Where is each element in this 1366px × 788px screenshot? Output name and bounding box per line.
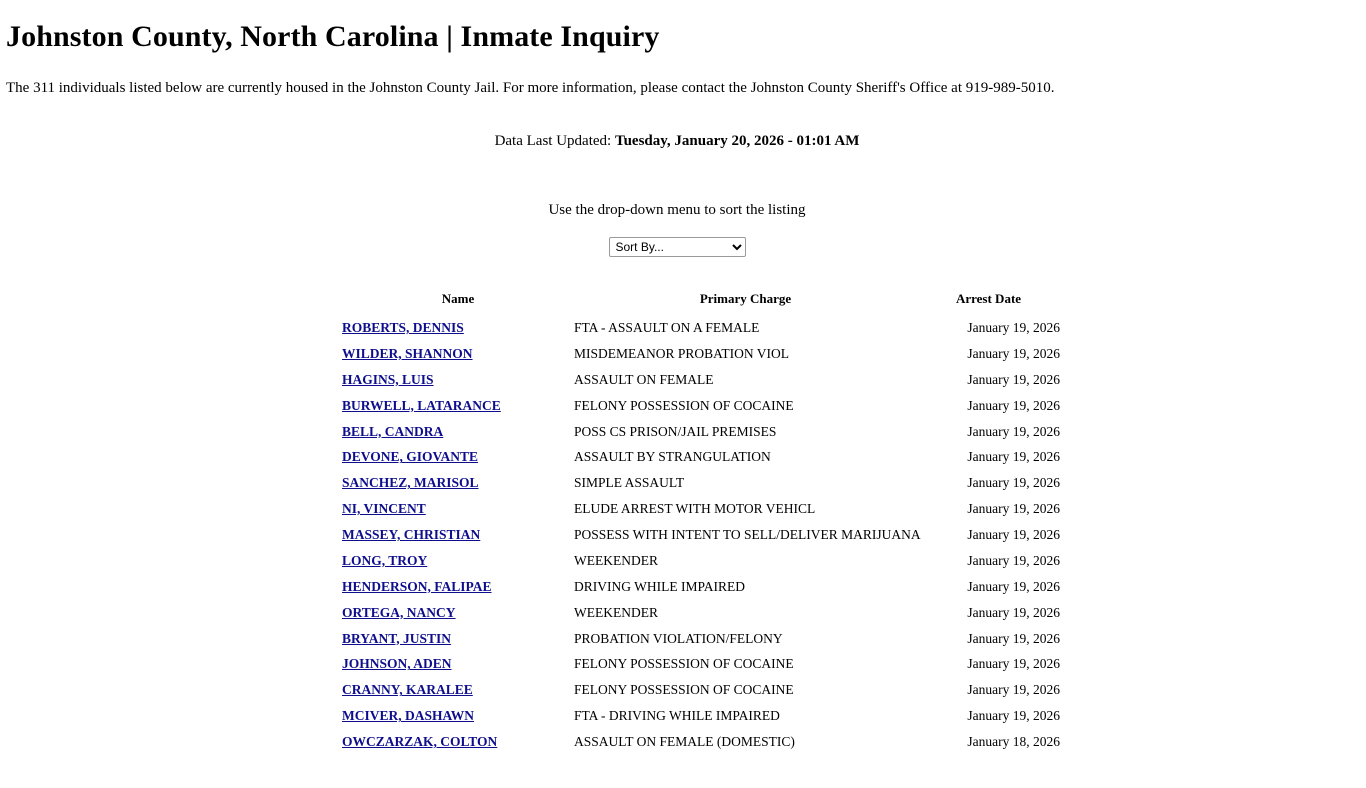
cell-arrest-date: January 18, 2026 xyxy=(967,734,1060,749)
cell-name xyxy=(342,342,574,368)
cell-primary-charge: ELUDE ARREST WITH MOTOR VEHICL xyxy=(574,501,816,517)
data-last-updated xyxy=(6,133,1360,150)
inmate-listing-table xyxy=(6,291,1060,756)
cell-primary-charge: FELONY POSSESSION OF COCAINE xyxy=(574,397,794,413)
inmate-name-link[interactable]: BELL, CANDRA xyxy=(342,423,444,439)
cell-arrest-date: January 19, 2026 xyxy=(967,708,1060,724)
cell-arrest-date: January 19, 2026 xyxy=(967,604,1060,620)
row-spacer xyxy=(6,394,342,420)
row-spacer xyxy=(6,601,342,627)
cell-name xyxy=(342,704,574,730)
row-spacer xyxy=(6,730,342,756)
page-title: Johnston County, North Carolina | Inmate Inquiry xyxy=(6,20,660,53)
cell-primary-charge: ASSAULT ON FEMALE (DOMESTIC) xyxy=(574,734,795,749)
row-spacer xyxy=(6,445,342,471)
table-row xyxy=(6,549,1060,575)
sort-instructions: Use the drop-down menu to sort the listing xyxy=(548,202,806,218)
inmate-name-link[interactable]: MASSEY, CHRISTIAN xyxy=(342,527,481,542)
inmate-name-link[interactable]: JOHNSON, ADEN xyxy=(342,656,452,672)
inmate-name-link[interactable]: LONG, TROY xyxy=(342,552,428,568)
row-spacer xyxy=(6,497,342,523)
intro-paragraph: The 311 individuals listed below are currently housed in the Johnston County Jail. For more information, please contact the Johnston County Sheriff's Office at 919-989-5010. xyxy=(6,80,1055,96)
row-spacer xyxy=(6,678,342,704)
inmate-name-link[interactable]: HAGINS, LUIS xyxy=(342,371,434,387)
cell-arrest-date: January 19, 2026 xyxy=(967,345,1060,361)
row-spacer xyxy=(6,652,342,678)
table-row xyxy=(6,316,1060,342)
row-spacer xyxy=(6,523,342,549)
cell-name xyxy=(342,497,574,523)
cell-arrest-date: January 19, 2026 xyxy=(967,397,1060,413)
row-spacer xyxy=(6,627,342,653)
table-row xyxy=(6,704,1060,730)
header-arrest-date: Arrest Date xyxy=(955,291,1022,306)
inmate-name-link[interactable]: CRANNY, KARALEE xyxy=(342,682,473,698)
inmate-name-link[interactable]: WILDER, SHANNON xyxy=(342,345,473,361)
row-spacer xyxy=(6,342,342,368)
table-body xyxy=(6,316,1060,756)
row-spacer xyxy=(6,368,342,394)
table-row xyxy=(6,523,1060,549)
cell-primary-charge: FTA - DRIVING WHILE IMPAIRED xyxy=(574,708,780,724)
cell-primary-charge: SIMPLE ASSAULT xyxy=(574,475,685,491)
cell-name xyxy=(342,445,574,471)
cell-primary-charge: DRIVING WHILE IMPAIRED xyxy=(574,578,745,594)
cell-primary-charge: POSS CS PRISON/JAIL PREMISES xyxy=(574,423,777,439)
cell-arrest-date: January 19, 2026 xyxy=(967,475,1060,491)
inmate-name-link[interactable]: ROBERTS, DENNIS xyxy=(342,320,464,335)
inmate-name-link[interactable]: SANCHEZ, MARISOL xyxy=(342,475,479,491)
table-row xyxy=(6,420,1060,446)
cell-arrest-date: January 19, 2026 xyxy=(967,552,1060,568)
inmate-name-link[interactable]: MCIVER, DASHAWN xyxy=(342,708,475,724)
table-row xyxy=(6,652,1060,678)
cell-name xyxy=(342,420,574,446)
cell-name xyxy=(342,549,574,575)
cell-name xyxy=(342,523,574,549)
table-row xyxy=(6,497,1060,523)
table-row xyxy=(6,342,1060,368)
row-spacer xyxy=(6,575,342,601)
updated-value: Tuesday, January 20, 2026 - 01:01 AM xyxy=(614,133,860,149)
cell-primary-charge: FTA - ASSAULT ON A FEMALE xyxy=(574,320,760,335)
table-row xyxy=(6,575,1060,601)
cell-name xyxy=(342,678,574,704)
cell-name xyxy=(342,394,574,420)
cell-arrest-date: January 19, 2026 xyxy=(967,527,1060,542)
cell-arrest-date: January 19, 2026 xyxy=(967,320,1060,335)
table-row xyxy=(6,471,1060,497)
row-spacer xyxy=(6,704,342,730)
cell-name xyxy=(342,652,574,678)
cell-primary-charge: FELONY POSSESSION OF COCAINE xyxy=(574,656,794,672)
table-row xyxy=(6,394,1060,420)
cell-arrest-date: January 19, 2026 xyxy=(967,578,1060,594)
cell-name xyxy=(342,471,574,497)
cell-arrest-date: January 19, 2026 xyxy=(967,449,1060,465)
header-primary-charge: Primary Charge xyxy=(699,291,792,306)
cell-name xyxy=(342,575,574,601)
table-row xyxy=(6,368,1060,394)
cell-arrest-date: January 19, 2026 xyxy=(967,630,1060,646)
cell-arrest-date: January 19, 2026 xyxy=(967,501,1060,517)
cell-name xyxy=(342,368,574,394)
cell-primary-charge: WEEKENDER xyxy=(574,604,658,620)
table-row xyxy=(6,678,1060,704)
inmate-name-link[interactable]: DEVONE, GIOVANTE xyxy=(342,449,479,465)
table-header-row xyxy=(6,291,1060,316)
cell-primary-charge: ASSAULT BY STRANGULATION xyxy=(574,449,771,465)
cell-arrest-date: January 19, 2026 xyxy=(967,371,1060,387)
table-row xyxy=(6,445,1060,471)
cell-name xyxy=(342,316,574,342)
row-spacer xyxy=(6,471,342,497)
cell-primary-charge: FELONY POSSESSION OF COCAINE xyxy=(574,682,794,698)
sort-by-select[interactable] xyxy=(609,237,746,257)
updated-label: Data Last Updated: xyxy=(494,133,612,149)
cell-primary-charge: POSSESS WITH INTENT TO SELL/DELIVER MARIJUANA xyxy=(574,527,921,542)
table-row xyxy=(6,627,1060,653)
inmate-name-link[interactable]: NI, VINCENT xyxy=(342,501,426,517)
cell-primary-charge: ASSAULT ON FEMALE xyxy=(574,371,714,387)
cell-name xyxy=(342,730,574,756)
inmate-name-link[interactable]: ORTEGA, NANCY xyxy=(342,604,456,620)
row-spacer xyxy=(6,420,342,446)
cell-name xyxy=(342,627,574,653)
table-row xyxy=(6,601,1060,627)
header-spacer xyxy=(6,291,342,316)
cell-arrest-date: January 19, 2026 xyxy=(967,682,1060,698)
cell-arrest-date: January 19, 2026 xyxy=(967,656,1060,672)
cell-name xyxy=(342,601,574,627)
table-row xyxy=(6,730,1060,756)
header-name: Name xyxy=(441,291,475,306)
cell-arrest-date: January 19, 2026 xyxy=(967,423,1060,439)
inmate-name-link[interactable]: OWCZARZAK, COLTON xyxy=(342,734,498,749)
inmate-name-link[interactable]: HENDERSON, FALIPAE xyxy=(342,578,492,594)
cell-primary-charge: WEEKENDER xyxy=(574,552,658,568)
row-spacer xyxy=(6,549,342,575)
inmate-name-link[interactable]: BURWELL, LATARANCE xyxy=(342,397,501,413)
cell-primary-charge: PROBATION VIOLATION/FELONY xyxy=(574,630,783,646)
sort-control-wrapper xyxy=(6,237,1360,257)
inmate-name-link[interactable]: BRYANT, JUSTIN xyxy=(342,630,452,646)
cell-primary-charge: MISDEMEANOR PROBATION VIOL xyxy=(574,345,790,361)
page-container xyxy=(0,20,1366,756)
table-header xyxy=(6,291,1060,316)
row-spacer xyxy=(6,316,342,342)
